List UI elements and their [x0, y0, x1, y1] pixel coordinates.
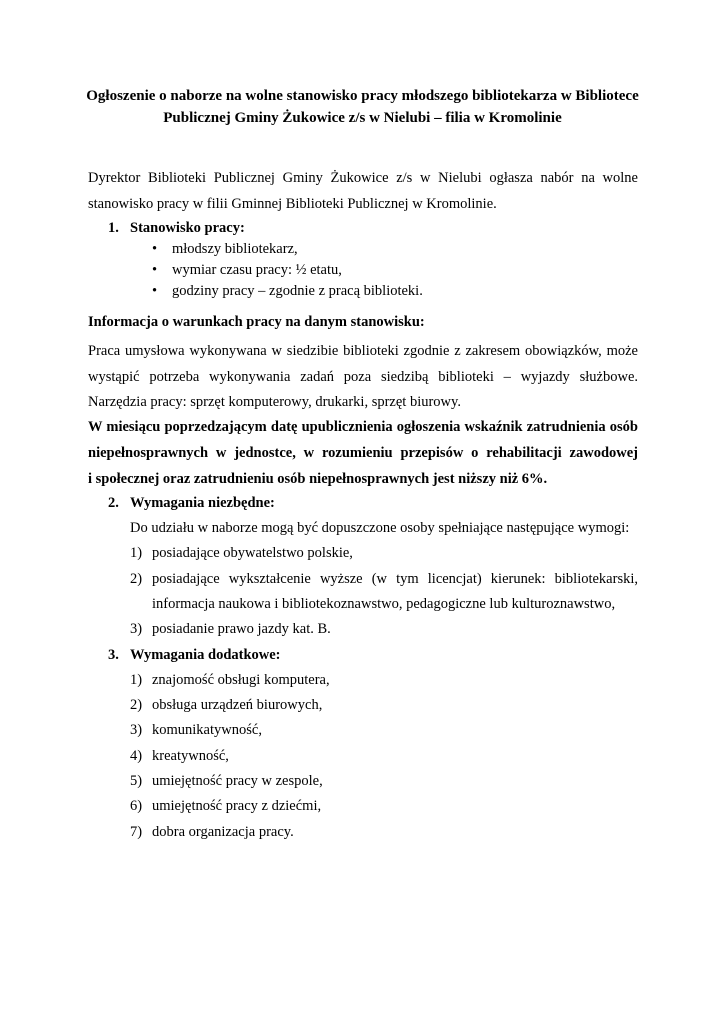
- section-3-item-4: kreatywność,: [152, 748, 229, 764]
- section-3-item-2: obsługa urządzeń biurowych,: [152, 697, 323, 713]
- section-3-number: 3.: [108, 647, 119, 663]
- conditions-line-1: Praca umysłowa wykonywana w siedzibie biblioteki zgodnie z zakresem obowiązków, może: [88, 343, 638, 359]
- section-1-bullet-2: wymiar czasu pracy: ½ etatu,: [172, 262, 342, 278]
- section-3-item-3: komunikatywność,: [152, 722, 262, 738]
- section-3-heading: Wymagania dodatkowe:: [130, 647, 281, 663]
- disability-line-1: W miesiącu poprzedzającym datę upublicznienia ogłoszenia wskaźnik zatrudnienia osób: [88, 419, 638, 435]
- section-1-bullet-1: młodszy bibliotekarz,: [172, 241, 298, 257]
- section-3-item-4-number: 4): [130, 748, 143, 764]
- bullet-icon: •: [152, 283, 158, 299]
- conditions-line-2: wystąpić potrzeba wykonywania zadań poza siedzibą biblioteki – wyjazdy służbowe.: [88, 369, 638, 385]
- section-1-number: 1.: [108, 220, 119, 236]
- bullet-icon: •: [152, 241, 158, 257]
- section-2-number: 2.: [108, 495, 119, 511]
- section-3-item-6: umiejętność pracy z dziećmi,: [152, 798, 322, 814]
- document-title: [70, 85, 655, 129]
- intro-line-1: Dyrektor Biblioteki Publicznej Gminy Żukowice z/s w Nielubi ogłasza nabór na wolne: [88, 170, 638, 186]
- section-3-item-6-number: 6): [130, 798, 143, 814]
- section-3-item-1-number: 1): [130, 672, 143, 688]
- section-2-item-1-number: 1): [130, 545, 143, 561]
- section-3-item-3-number: 3): [130, 722, 143, 738]
- section-2-item-3-number: 3): [130, 621, 143, 637]
- section-3-item-7: dobra organizacja pracy.: [152, 824, 294, 840]
- section-3-item-5: umiejętność pracy w zespole,: [152, 773, 323, 789]
- title-line-2: Publicznej Gminy Żukowice z/s w Nielubi – filia w Kromolinie: [163, 110, 562, 126]
- section-2-item-2: posiadające wykształcenie wyższe (w tym licencjat) kierunek: bibliotekarski,: [152, 571, 638, 587]
- disability-line-3: i społecznej oraz zatrudnieniu osób niepełnosprawnych jest niższy niż 6%.: [88, 471, 548, 487]
- intro-line-2: stanowisko pracy w filii Gminnej Biblioteki Publicznej w Kromolinie.: [88, 196, 497, 212]
- section-3-item-7-number: 7): [130, 824, 143, 840]
- section-3-item-5-number: 5): [130, 773, 143, 789]
- section-1-heading: Stanowisko pracy:: [130, 220, 245, 236]
- section-2-heading: Wymagania niezbędne:: [130, 495, 275, 511]
- bullet-icon: •: [152, 262, 158, 278]
- section-2-intro: Do udziału w naborze mogą być dopuszczone osoby spełniające następujące wymogi:: [130, 520, 630, 536]
- section-2-item-2-continued: informacja naukowa i bibliotekoznawstwo, pedagogiczne lub kulturoznawstwo,: [152, 596, 616, 612]
- section-2-item-1: posiadające obywatelstwo polskie,: [152, 545, 353, 561]
- section-2-item-3: posiadanie prawo jazdy kat. B.: [152, 621, 331, 637]
- disability-line-2: niepełnosprawnych w jednostce, w rozumieniu przepisów o rehabilitacji zawodowej: [88, 445, 638, 461]
- section-2-item-2-number: 2): [130, 571, 143, 587]
- section-1-bullet-3: godziny pracy – zgodnie z pracą biblioteki.: [172, 283, 423, 299]
- section-3-item-2-number: 2): [130, 697, 143, 713]
- conditions-line-3: Narzędzia pracy: sprzęt komputerowy, drukarki, sprzęt biurowy.: [88, 394, 461, 410]
- section-3-item-1: znajomość obsługi komputera,: [152, 672, 330, 688]
- conditions-heading: Informacja o warunkach pracy na danym stanowisku:: [88, 314, 425, 330]
- title-line-1: Ogłoszenie o naborze na wolne stanowisko pracy młodszego bibliotekarza w Bibliotece: [86, 88, 639, 104]
